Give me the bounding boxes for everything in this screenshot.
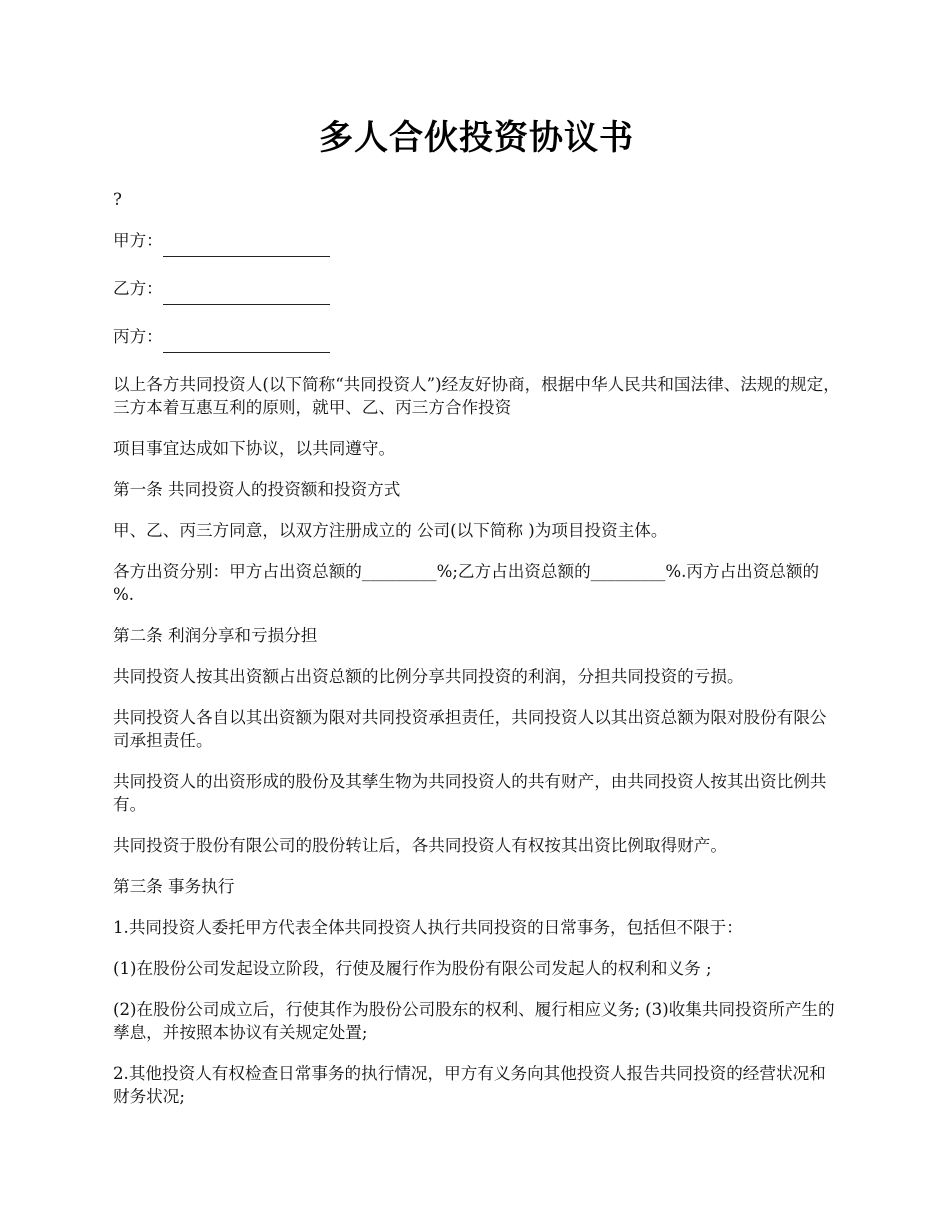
article-three-clause-2: 2.其他投资人有权检查日常事务的执行情况，甲方有义务向其他投资人报告共同投资的经营状况和财务状况; xyxy=(113,1064,826,1106)
party-c-blank-text xyxy=(163,340,173,341)
article-three-clause-1: 1.共同投资人委托甲方代表全体共同投资人执行共同投资的日常事务，包括但不限于： xyxy=(113,918,743,937)
article-three-subclause-1: (1)在股份公司发起设立阶段，行使及履行作为股份有限公司发起人的权利和义务 ; xyxy=(113,959,712,978)
question-mark-line: ? xyxy=(113,190,122,209)
party-a-blank xyxy=(163,227,330,257)
article-one-heading: 第一条 共同投资人的投资额和投资方式 xyxy=(113,480,401,499)
document-content xyxy=(113,112,840,1126)
party-a-blank-text xyxy=(163,244,173,245)
party-b-label: 乙方： xyxy=(113,279,163,298)
intro-continuation: 项目事宜达成如下协议，以共同遵守。 xyxy=(113,439,396,458)
article-two-clause-1: 共同投资人按其出资额占出资总额的比例分享共同投资的利润，分担共同投资的亏损。 xyxy=(113,667,744,686)
party-a-line xyxy=(113,229,840,259)
article-two-clause-3: 共同投资人的出资形成的股份及其孳生物为共同投资人的共有财产，由共同投资人按其出资比例共有。 xyxy=(113,772,827,814)
party-c-blank xyxy=(163,323,330,353)
party-a-label: 甲方： xyxy=(113,231,163,250)
article-two-heading: 第二条 利润分享和亏损分担 xyxy=(113,626,318,645)
party-b-blank-text xyxy=(163,292,173,293)
document-title: 多人合伙投资协议书 xyxy=(319,118,634,158)
party-b-blank xyxy=(163,275,330,305)
article-one-clause-1: 甲、乙、丙三方同意，以双方注册成立的 公司(以下简称 )为项目投资主体。 xyxy=(113,521,668,540)
article-two-clause-4: 共同投资于股份有限公司的股份转让后，各共同投资人有权按其出资比例取得财产。 xyxy=(113,836,727,855)
article-one-clause-2: 各方出资分别：甲方占出资总额的_________%;乙方占出资总额的_________%.丙方占出资总额的 %. xyxy=(113,562,820,604)
article-two-clause-2: 共同投资人各自以其出资额为限对共同投资承担责任，共同投资人以其出资总额为限对股份有限公司承担责任。 xyxy=(113,708,827,750)
intro-paragraph: 以上各方共同投资人(以下简称“共同投资人”)经友好协商，根据中华人民共和国法律、法规的规定，三方本着互惠互利的原则，就甲、乙、丙三方合作投资 xyxy=(113,375,840,417)
party-b-line xyxy=(113,277,840,307)
party-c-label: 丙方： xyxy=(113,327,163,346)
party-c-line xyxy=(113,325,840,355)
article-three-subclause-2-3: (2)在股份公司成立后，行使其作为股份公司股东的权利、履行相应义务; (3)收集共同投资所产生的孳息，并按照本协议有关规定处置; xyxy=(113,1000,835,1042)
article-three-heading: 第三条 事务执行 xyxy=(113,877,235,896)
